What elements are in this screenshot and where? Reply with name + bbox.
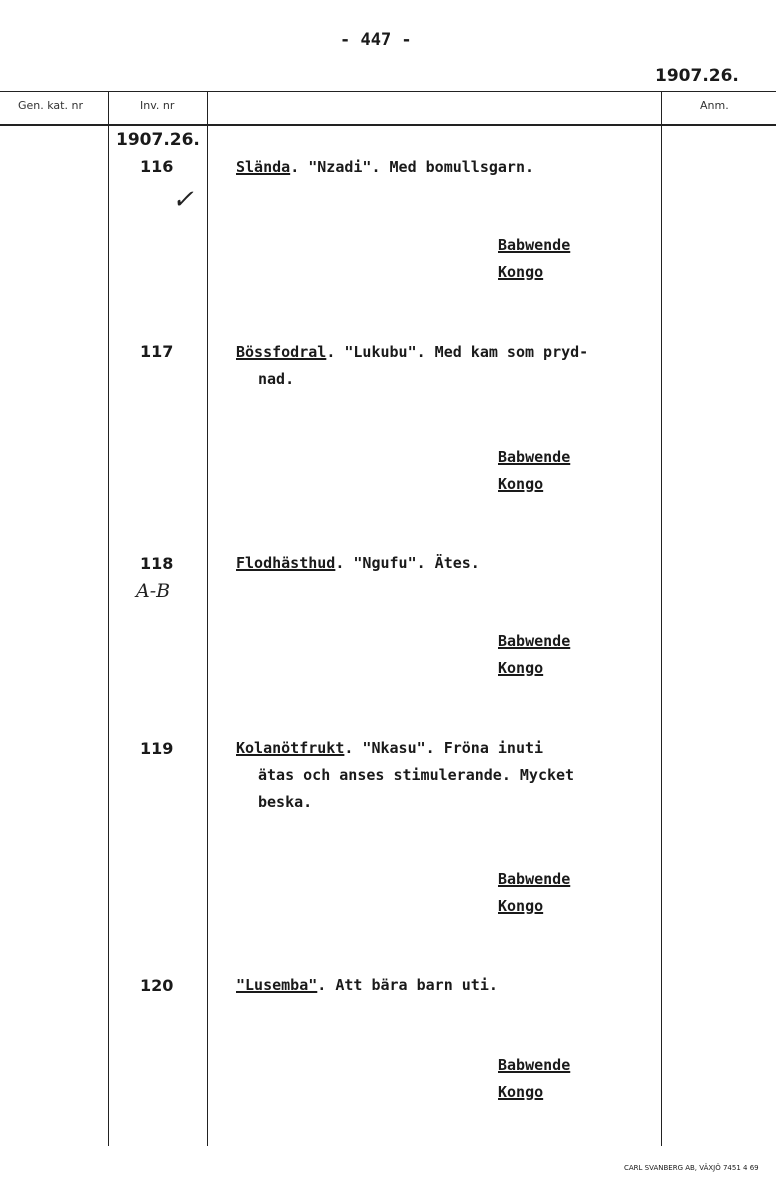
entry-118-provenance bbox=[498, 628, 570, 682]
column-divider-desc-anm bbox=[661, 91, 662, 1146]
header-bottom-rule bbox=[0, 124, 776, 126]
inventory-number-119: 119 bbox=[140, 739, 174, 758]
entry-120-description bbox=[236, 972, 498, 999]
provenance-region: Kongo bbox=[498, 263, 544, 281]
column-header-inv: Inv. nr bbox=[140, 99, 175, 112]
entry-119-term: Kolanötfrukt bbox=[236, 739, 345, 757]
entry-117-description bbox=[236, 339, 588, 393]
entry-117-term: Bössfodral bbox=[236, 343, 327, 361]
entry-117-text: . "Lukubu". Med kam som pryd- bbox=[326, 343, 589, 361]
inventory-number-120: 120 bbox=[140, 976, 174, 995]
entry-117-provenance bbox=[498, 444, 570, 498]
entry-116-description bbox=[236, 154, 534, 181]
entry-120-provenance bbox=[498, 1052, 570, 1106]
entry-119-continuation-2: beska. bbox=[258, 793, 313, 811]
entry-120-text: . Att bära barn uti. bbox=[317, 976, 498, 994]
entry-118-text: . "Ngufu". Ätes. bbox=[335, 554, 480, 572]
column-header-gen-kat: Gen. kat. nr bbox=[18, 99, 83, 112]
provenance-people: Babwende bbox=[498, 236, 571, 254]
inventory-number-117: 117 bbox=[140, 342, 174, 361]
entry-117-continuation-1: nad. bbox=[258, 370, 295, 388]
entry-118-term: Flodhästhud bbox=[236, 554, 336, 572]
entry-119-provenance bbox=[498, 866, 570, 920]
provenance-region: Kongo bbox=[498, 659, 544, 677]
series-number: 1907.26. bbox=[116, 130, 200, 150]
column-divider-inv-desc bbox=[207, 91, 208, 1146]
inventory-number-118: 118 bbox=[140, 554, 174, 573]
handwritten-checkmark: ✓ bbox=[172, 185, 194, 215]
entry-116-provenance bbox=[498, 232, 570, 286]
column-divider-gen-inv bbox=[108, 91, 109, 1146]
provenance-people: Babwende bbox=[498, 448, 571, 466]
provenance-people: Babwende bbox=[498, 1056, 571, 1074]
provenance-region: Kongo bbox=[498, 475, 544, 493]
column-header-anm: Anm. bbox=[700, 99, 729, 112]
entry-119-description bbox=[236, 735, 574, 816]
printer-imprint: CARL SVANBERG AB, VÄXJÖ 7451 4 69 bbox=[624, 1164, 759, 1172]
provenance-people: Babwende bbox=[498, 870, 571, 888]
entry-118-description bbox=[236, 550, 480, 577]
entry-119-text: . "Nkasu". Fröna inuti bbox=[344, 739, 544, 757]
provenance-region: Kongo bbox=[498, 1083, 544, 1101]
handwritten-annotation-118: A-B bbox=[136, 580, 171, 602]
inventory-number-116: 116 bbox=[140, 157, 174, 176]
provenance-region: Kongo bbox=[498, 897, 544, 915]
series-header: 1907.26. bbox=[655, 66, 739, 86]
header-top-rule bbox=[0, 91, 776, 92]
entry-116-text: . "Nzadi". Med bomullsgarn. bbox=[290, 158, 535, 176]
entry-120-term: "Lusemba" bbox=[236, 976, 318, 994]
entry-116-term: Slända bbox=[236, 158, 291, 176]
entry-119-continuation-1: ätas och anses stimulerande. Mycket bbox=[258, 766, 575, 784]
provenance-people: Babwende bbox=[498, 632, 571, 650]
page-number: - 447 - bbox=[340, 30, 412, 50]
